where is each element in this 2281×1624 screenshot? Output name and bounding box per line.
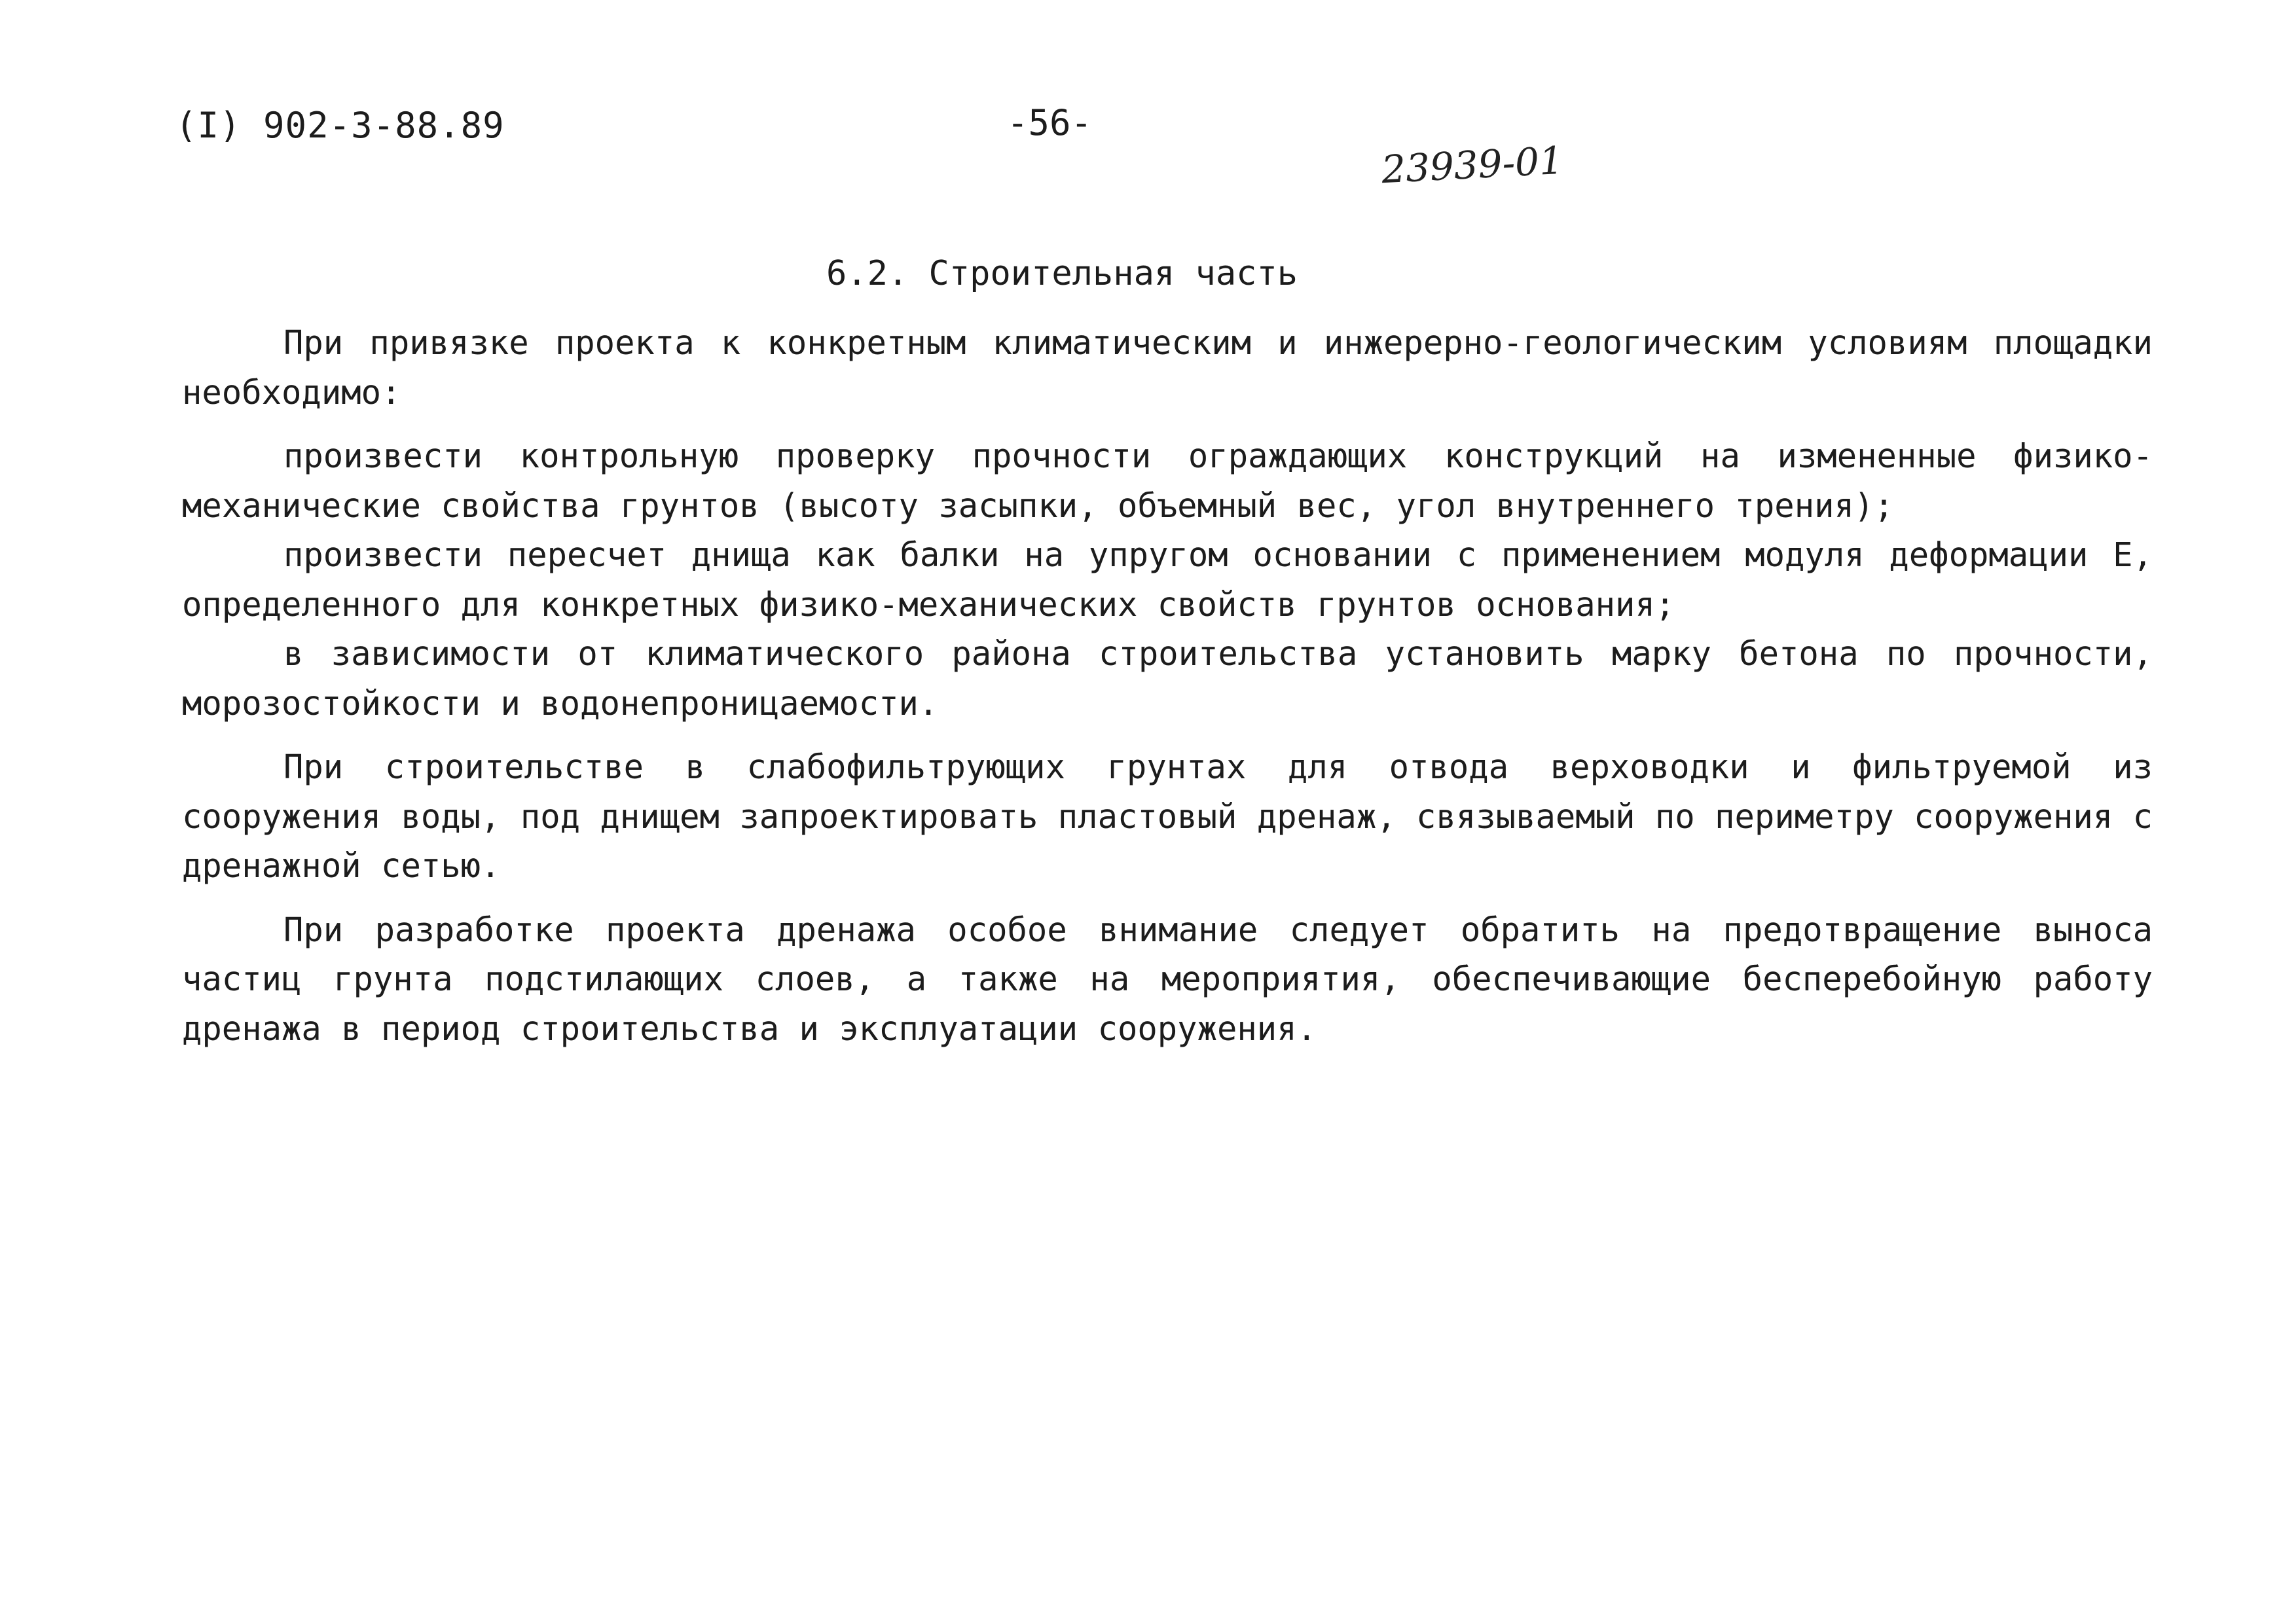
section-title: 6.2. Строительная часть xyxy=(826,254,1298,293)
paragraph-drainage-design: При разработке проекта дренажа особое внимание следует обратить на предотвращение выноса частиц грунта подстилающих слоев, а также на мероприятия, обеспечивающие бесперебойную работу дренажа в период строительства и эксплуатации сооружения. xyxy=(182,910,2153,1048)
paragraph-intro: При привязке проекта к конкретным климатическим и инжерерно-геологическим условиям площадки необходимо: xyxy=(182,323,2153,412)
section-body xyxy=(182,318,2153,1053)
paragraph-item-strength-check: произвести контрольную проверку прочности ограждающих конструкций на измененные физико-механические свойства грунтов (высоту засыпки, объемный вес, угол внутреннего трения); xyxy=(182,437,2153,525)
document-code: (I) 902-3-88.89 xyxy=(175,105,505,146)
paragraph-drainage-layer: При строительстве в слабофильтрующих грунтах для отвода верховодки и фильтруемой из сооружения воды, под днищем запроектировать пластовый дренаж, связываемый по периметру сооружения с дренажной сетью. xyxy=(182,748,2153,885)
paragraph-item-bottom-recalc: произвести пересчет днища как балки на упругом основании с применением модуля деформации Е, определенного для конкретных физико-механических свойств грунтов основания; xyxy=(182,535,2153,624)
handwritten-inventory-number: 23939-01 xyxy=(1380,137,1565,192)
paragraph-item-concrete-grade: в зависимости от климатического района строительства установить марку бетона по прочности, морозостойкости и водонепроницаемости. xyxy=(182,634,2153,723)
page-number: -56- xyxy=(1007,102,1093,143)
